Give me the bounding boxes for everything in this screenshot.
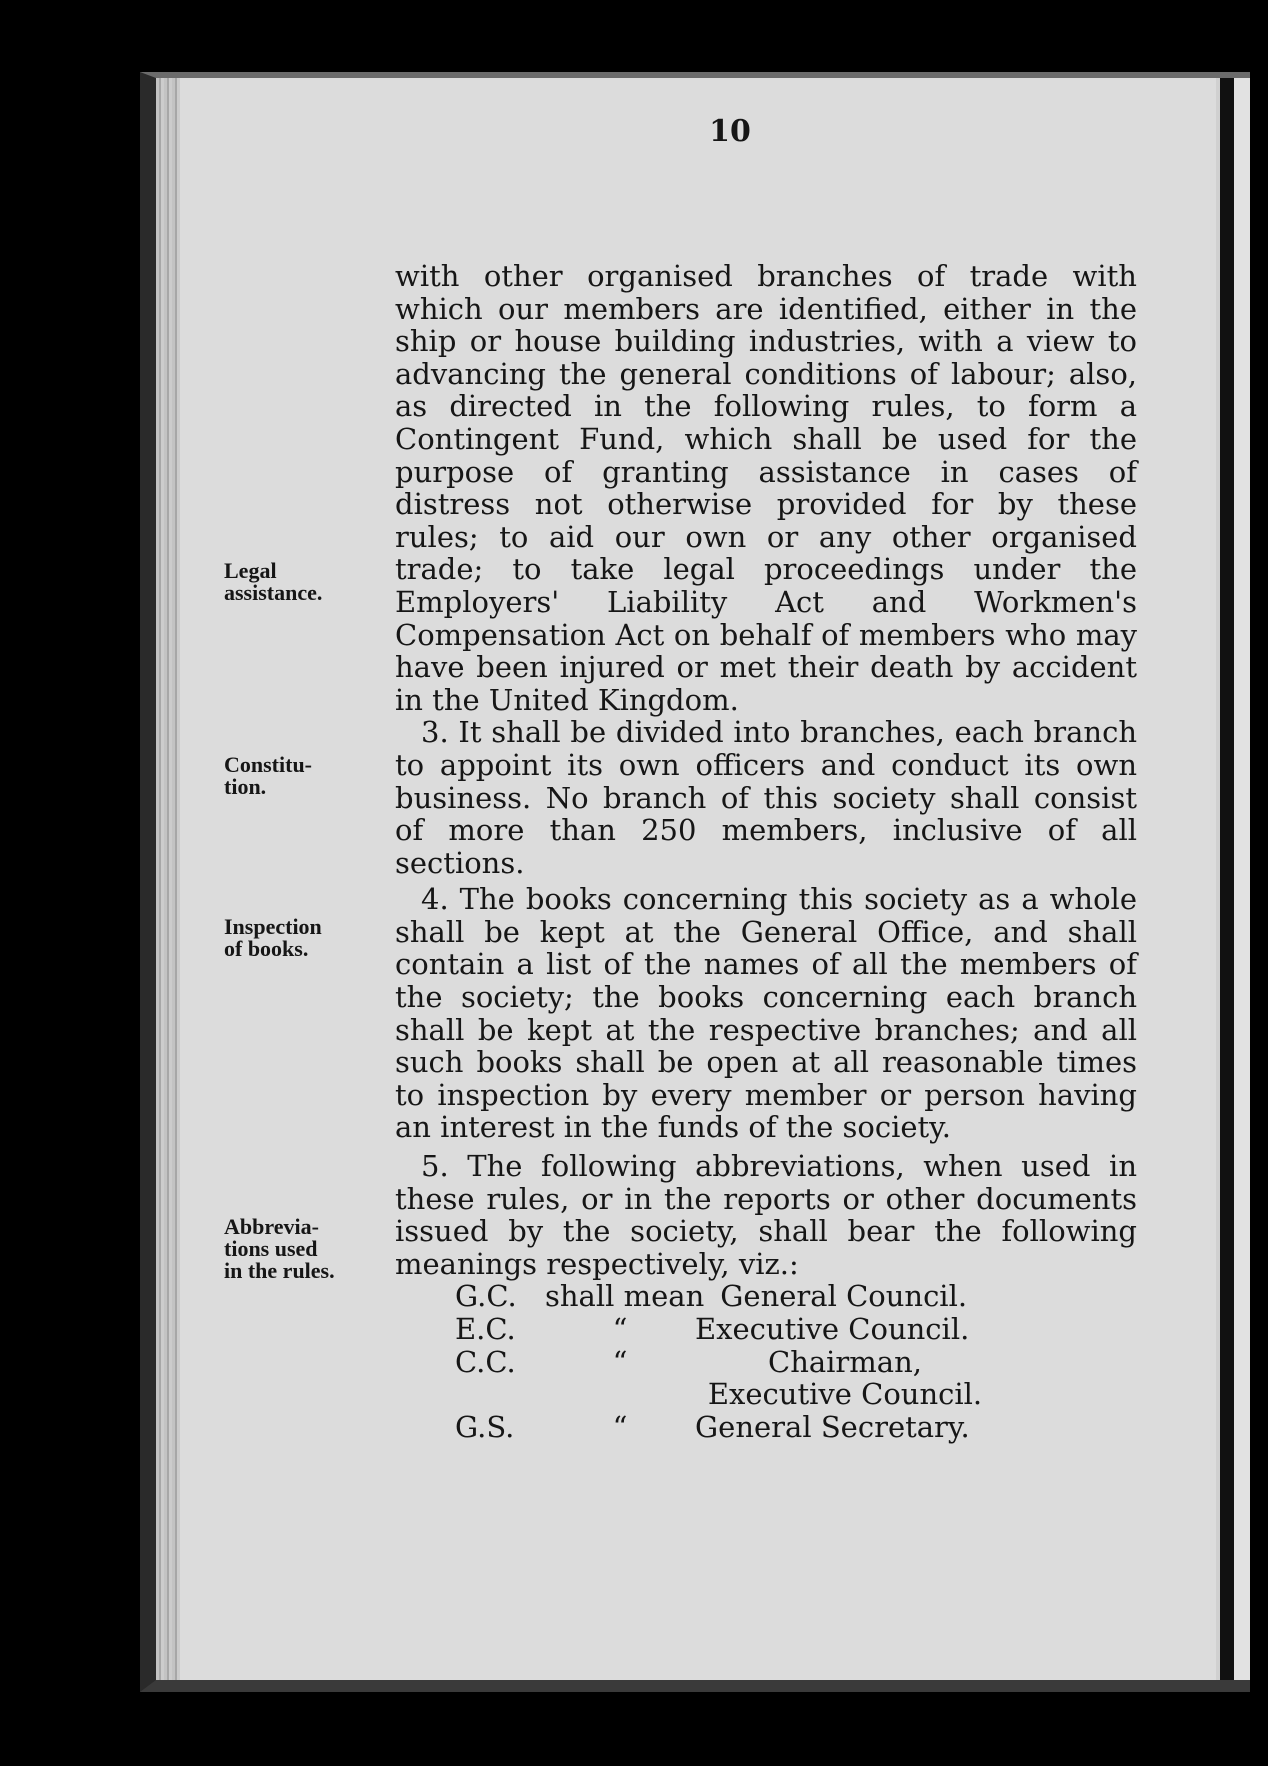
margin-note-line: Abbrevia- bbox=[224, 1214, 319, 1239]
margin-note-line: tion. bbox=[224, 774, 267, 799]
paragraph-rule-4: 4. The books concerning this society as a whole shall be kept at the General Office, and shall contain a list of the names of all the members of the society; the books concerning each branch shall be kept at the respective branches; and all such books shall be open at all reasonable times to inspection by every member or person having an interest in the funds of the society. bbox=[395, 882, 1137, 1145]
margin-note-inspection-of-books bbox=[224, 916, 364, 960]
abbreviation-meaning: General Council. bbox=[720, 1279, 968, 1314]
margin-note-line: Constitu- bbox=[224, 752, 313, 777]
abbreviations-list bbox=[455, 1280, 1115, 1443]
margin-note-line: Inspection bbox=[224, 914, 322, 939]
abbreviation-key: G.C. bbox=[455, 1279, 517, 1314]
abbreviation-key: G.S. bbox=[455, 1409, 515, 1444]
ditto-mark: “ bbox=[612, 1344, 628, 1379]
abbreviation-meaning: Executive Council. bbox=[695, 1312, 970, 1346]
paragraph-rule-5: 5. The following abbreviations, when used in these rules, or in the reports or other documents issued by the society, shall bear the following meanings respectively, viz.: bbox=[395, 1149, 1137, 1281]
page-edge bbox=[156, 78, 180, 1680]
abbreviation-meaning: General Secretary. bbox=[695, 1409, 970, 1444]
body-text bbox=[395, 156, 1137, 1443]
abbreviation-row bbox=[455, 1346, 1115, 1411]
abbreviation-row bbox=[455, 1280, 1115, 1313]
abbreviation-row bbox=[455, 1313, 1115, 1346]
abbreviation-key: C.C. bbox=[455, 1344, 516, 1379]
margin-note-line: tions used bbox=[224, 1236, 318, 1261]
paragraph-continuation: with other organised branches of trade with which our members are identified, either in the ship or house building industries, with a view to advancing the general conditions of labour; also, as directed in the following rules, to form a Contingent Fund, which shall be used for the purpose of granting assistance in cases of distress not otherwise provided for by these rules; to aid our own or any other organised trade; to take legal proceedings under the Employers' Liability Act and Workmen's Compensation Act on behalf of members who may have been injured or met their death by accident in the United Kingdom. bbox=[395, 259, 1137, 717]
ditto-mark: “ bbox=[612, 1312, 628, 1346]
margin-note-abbreviations bbox=[224, 1216, 364, 1282]
abbreviation-connector: shall mean bbox=[545, 1279, 705, 1314]
paragraph-rule-3: 3. It shall be divided into branches, each branch to appoint its own officers and conduct its own business. No branch of this society shall consist of more than 250 members, inclusive of all sections. bbox=[395, 715, 1137, 880]
book-spine bbox=[1216, 78, 1250, 1680]
margin-note-constitution bbox=[224, 754, 364, 798]
margin-note-line: in the rules. bbox=[224, 1258, 335, 1283]
margin-note-line: assistance. bbox=[224, 580, 323, 605]
ditto-mark: “ bbox=[612, 1409, 628, 1444]
page-number: 10 bbox=[709, 114, 751, 149]
abbreviation-meaning: Chairman, Executive Council. bbox=[707, 1344, 983, 1412]
margin-note-line: Legal bbox=[224, 558, 277, 583]
margin-note-legal-assistance bbox=[224, 560, 364, 604]
margin-note-line: of books. bbox=[224, 936, 309, 961]
abbreviation-row bbox=[455, 1411, 1115, 1444]
abbreviation-key: E.C. bbox=[455, 1312, 516, 1346]
